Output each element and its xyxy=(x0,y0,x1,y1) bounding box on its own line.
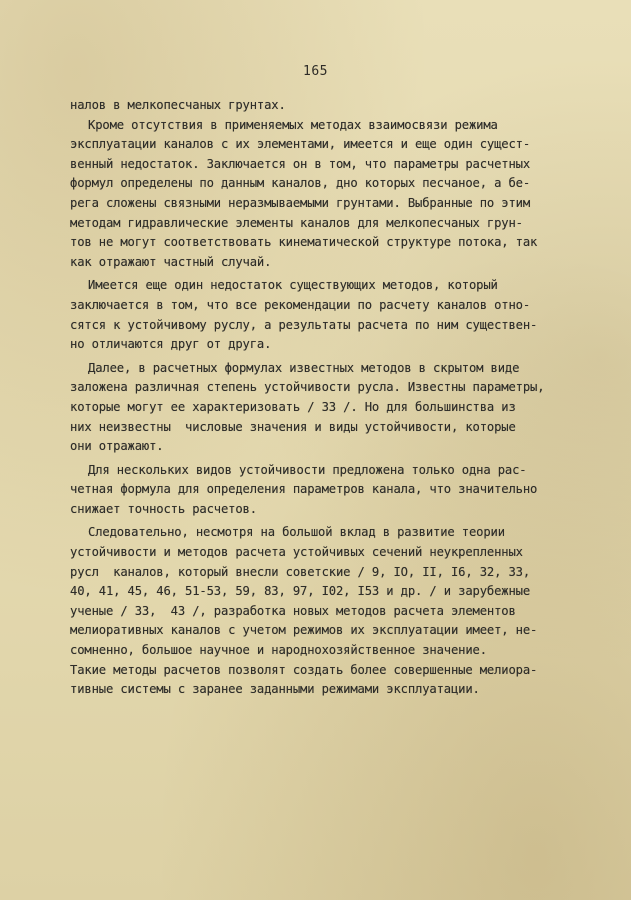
paragraph-start-line: Далее, в расчетных формулах известных методов в скрытом виде xyxy=(88,360,520,375)
text-line: венный недостаток. Заключается он в том, что параметры расчетных xyxy=(70,156,530,171)
text-line: сятся к устойчивому руслу, а результаты расчета по ним существен- xyxy=(70,317,538,332)
text-line: эксплуатации каналов с их элементами, имеется и еще один сущест- xyxy=(70,137,530,152)
text-line: они отражают. xyxy=(70,439,164,454)
text-line: которые могут ее характеризовать / 33 /. Но для большинства из xyxy=(70,399,516,414)
text-line: 40, 41, 45, 46, 51-53, 59, 83, 97, I02, I53 и др. / и зарубежные xyxy=(70,584,530,599)
text-line: формул определены по данным каналов, дно которых песчаное, а бе- xyxy=(70,176,530,191)
text-line: заложена различная степень устойчивости русла. Известны параметры, xyxy=(70,380,545,395)
paragraph-start-line: Кроме отсутствия в применяемых методах взаимосвязи режима xyxy=(88,117,498,132)
text-line: мелиоративных каналов с учетом режимов их эксплуатации имеет, не- xyxy=(70,623,538,638)
text-line: четная формула для определения параметров канала, что значительно xyxy=(70,482,538,497)
page-number: 165 xyxy=(303,64,328,79)
text-line: сомненно, большое научное и народнохозяйственное значение. xyxy=(70,643,487,658)
paragraph-start-line: Имеется еще один недостаток существующих методов, который xyxy=(88,278,498,293)
text-line: русл каналов, который внесли советские / 9, IO, II, I6, 32, 33, xyxy=(70,564,530,579)
body-text xyxy=(70,96,570,700)
paragraph-start-line: Для нескольких видов устойчивости предложена только одна рас- xyxy=(88,462,527,477)
text-line: рега сложены связными неразмываемыми грунтами. Выбранные по этим xyxy=(70,195,530,210)
text-line: тов не могут соответствовать кинематической структуре потока, так xyxy=(70,235,538,250)
text-line: них неизвестны числовые значения и виды устойчивости, которые xyxy=(70,419,516,434)
text-line: ученые / 33, 43 /, разработка новых методов расчета элементов xyxy=(70,603,516,618)
text-line: налов в мелкопесчаных грунтах. xyxy=(70,98,286,112)
text-line: тивные системы с заранее заданными режимами эксплуатации. xyxy=(70,682,480,697)
text-line: но отличаются друг от друга. xyxy=(70,337,272,352)
text-line: Такие методы расчетов позволят создать более совершенные мелиора- xyxy=(70,662,538,677)
text-line: методам гидравлические элементы каналов для мелкопесчаных грун- xyxy=(70,215,523,230)
paragraph-start-line: Следовательно, несмотря на большой вклад в развитие теории xyxy=(88,525,505,540)
text-line: как отражают частный случай. xyxy=(70,254,272,269)
text-line: заключается в том, что все рекомендации по расчету каналов отно- xyxy=(70,297,530,312)
text-line: снижает точность расчетов. xyxy=(70,501,257,516)
text-line: устойчивости и методов расчета устойчивых сечений неукрепленных xyxy=(70,545,523,560)
